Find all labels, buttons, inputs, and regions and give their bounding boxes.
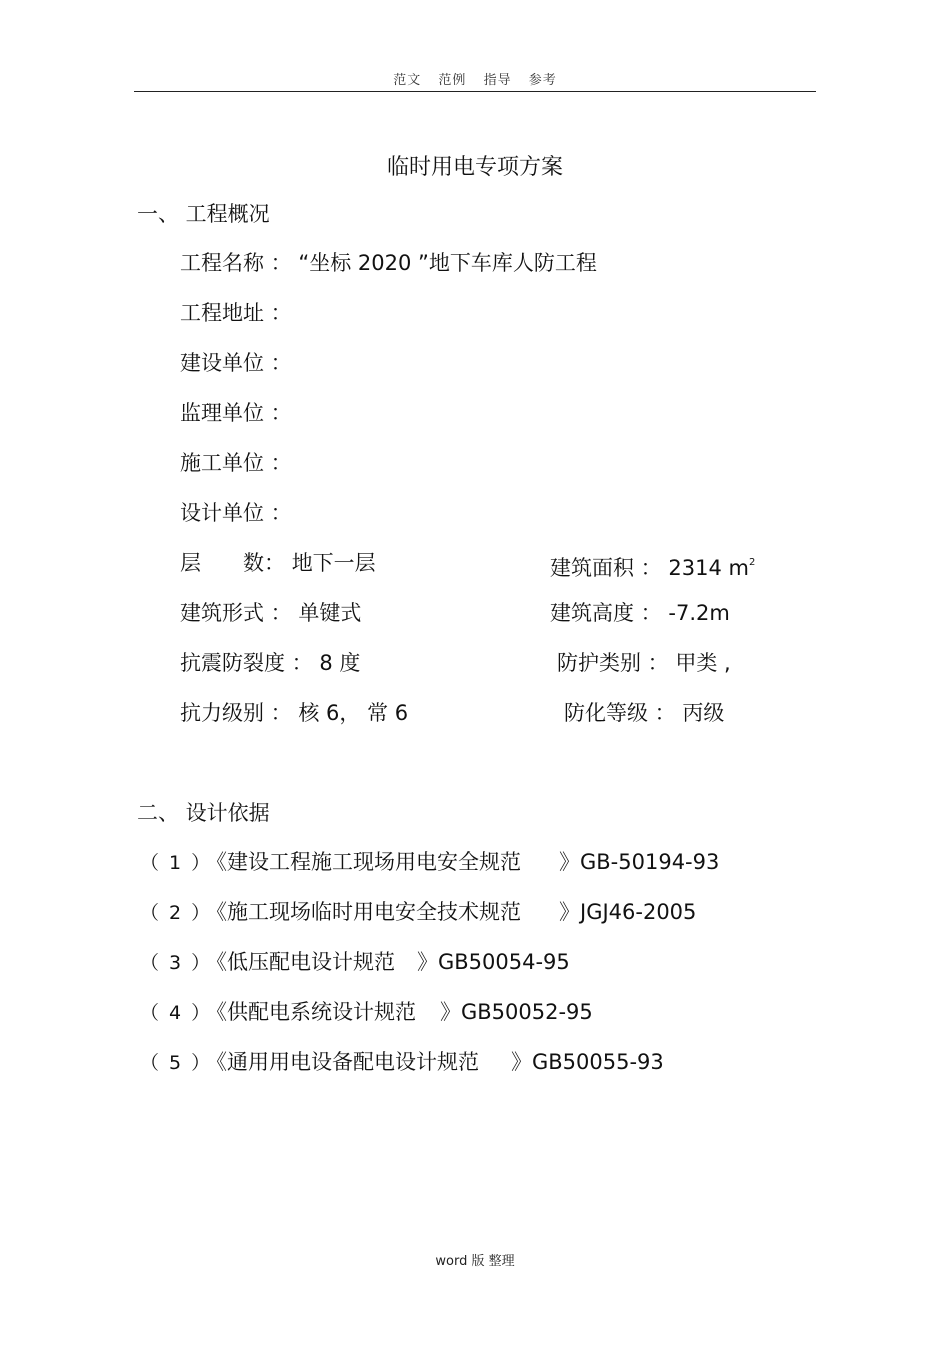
field-construction-unit — [180, 349, 292, 377]
reference-name: 《通用用电设备配电设计规范 — [206, 1050, 479, 1074]
field-label: 抗震防裂度 ： — [180, 651, 313, 675]
reference-code: 》GB-50194-93 — [559, 850, 720, 874]
reference-item — [140, 848, 719, 877]
field-floors — [180, 549, 376, 577]
field-resistance-level — [180, 699, 408, 727]
field-label: 建筑形式 ： — [180, 601, 292, 625]
field-seismic-intensity — [180, 649, 360, 677]
reference-number: （ 2 ） — [140, 902, 213, 924]
reference-number: （ 1 ） — [140, 852, 213, 874]
field-project-address — [180, 299, 292, 327]
field-label: 设计单位 ： — [180, 501, 292, 525]
field-label: 建筑面积 ： — [550, 556, 662, 580]
reference-code: 》GB50054-95 — [417, 950, 570, 974]
reference-name: 《供配电系统设计规范 — [206, 1000, 416, 1024]
field-contractor-unit — [180, 449, 292, 477]
reference-item — [140, 898, 696, 927]
reference-number: （ 5 ） — [140, 1052, 213, 1074]
field-building-form — [180, 599, 361, 627]
field-label: 防护类别 ： — [557, 651, 669, 675]
field-value: 地下一层 — [291, 551, 376, 575]
section-heading-overview: 一、 工程概况 — [137, 202, 270, 226]
field-floor-area — [550, 549, 755, 582]
field-value: 丙级 — [682, 701, 725, 725]
reference-item — [140, 998, 593, 1027]
field-label: 建设单位 ： — [180, 351, 292, 375]
field-label: 工程地址 ： — [180, 301, 292, 325]
document-title: 临时用电专项方案 — [386, 155, 563, 180]
page-footer: word 版 整理 — [435, 1254, 515, 1269]
field-value: -7.2m — [668, 601, 730, 625]
field-label: 抗力级别 ： — [180, 701, 292, 725]
field-value: 8 度 — [319, 651, 361, 675]
field-label: 建筑高度 ： — [550, 601, 662, 625]
field-value: 核 6， 常 6 — [298, 701, 409, 725]
field-value: 甲类 , — [675, 651, 731, 675]
reference-code: 》JGJ46-2005 — [559, 900, 697, 924]
reference-number: （ 4 ） — [140, 1002, 213, 1024]
field-project-name — [180, 249, 597, 277]
header-item: 参考 — [528, 73, 557, 88]
reference-item — [140, 1048, 664, 1077]
field-label: 施工单位 ： — [180, 451, 292, 475]
superscript-unit: 2 — [748, 557, 756, 568]
header-divider — [134, 91, 816, 92]
header-item: 指导 — [483, 73, 512, 88]
reference-name: 《低压配电设计规范 — [206, 950, 395, 974]
header-item: 范例 — [438, 73, 467, 88]
field-supervision-unit — [180, 399, 292, 427]
reference-code: 》GB50055-93 — [511, 1050, 664, 1074]
field-building-height — [550, 599, 730, 627]
reference-number: （ 3 ） — [140, 952, 213, 974]
reference-name: 《建设工程施工现场用电安全规范 — [206, 850, 521, 874]
field-protection-category — [557, 649, 731, 677]
reference-item — [140, 948, 570, 977]
field-label: 防化等级 ： — [564, 701, 676, 725]
field-label: 监理单位 ： — [180, 401, 292, 425]
field-label: 层 数： — [180, 551, 285, 575]
field-label: 工程名称 ： — [180, 251, 292, 275]
field-value: “坐标 2020 ”地下车库人防工程 — [298, 251, 597, 275]
field-value: 2314 m — [668, 556, 749, 580]
field-chemical-protection-level — [564, 699, 724, 727]
field-value: 单键式 — [298, 601, 362, 625]
header-item: 范文 — [393, 73, 422, 88]
reference-name: 《施工现场临时用电安全技术规范 — [206, 900, 521, 924]
section-heading-design-basis: 二、 设计依据 — [137, 801, 270, 825]
page-header — [0, 69, 950, 88]
reference-code: 》GB50052-95 — [440, 1000, 593, 1024]
field-design-unit — [180, 499, 292, 527]
